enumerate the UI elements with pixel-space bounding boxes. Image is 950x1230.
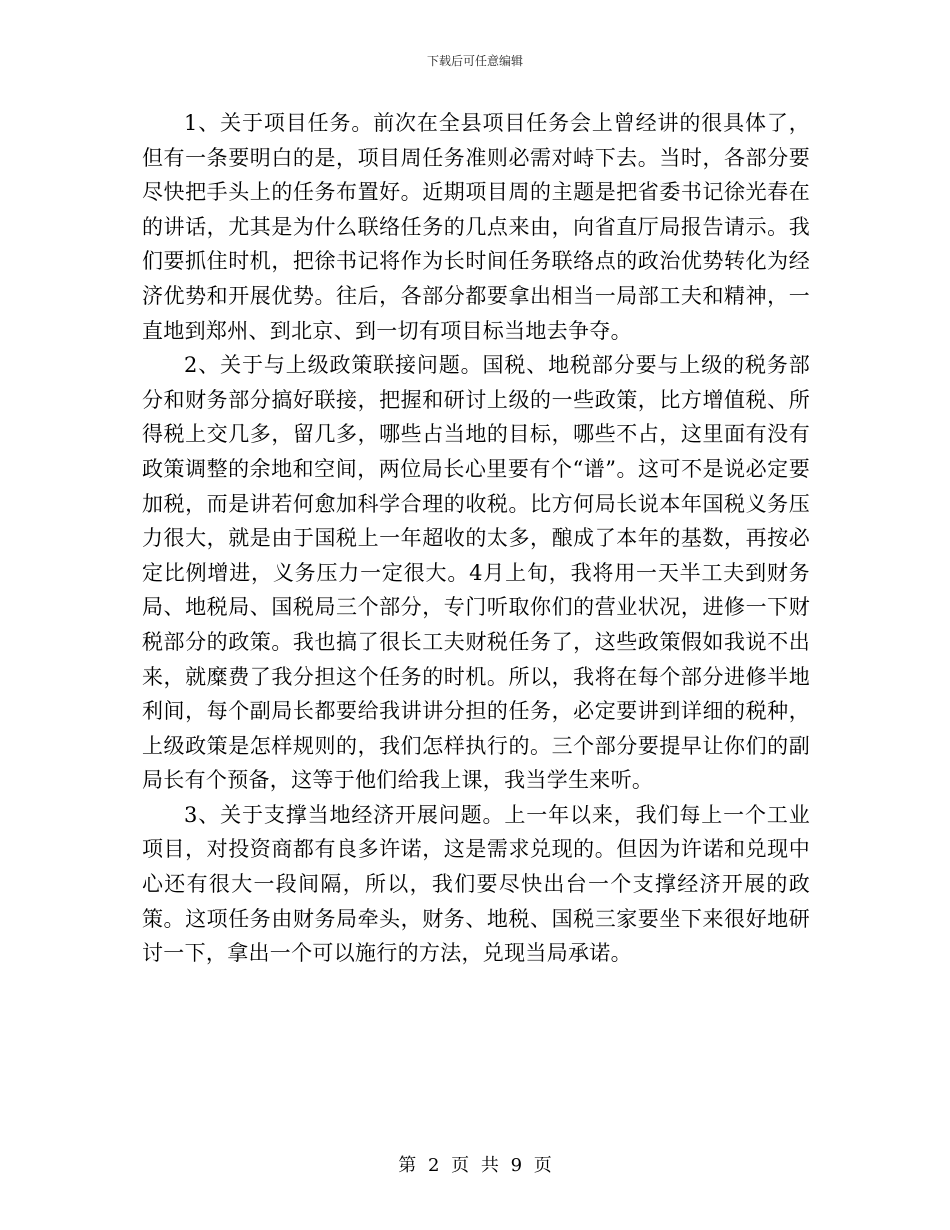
document-body: [142, 106, 810, 971]
paragraph-project-tasks: 1、关于项目任务。前次在全县项目任务会上曾经讲的很具体了，但有一条要明白的是，项目周任务准则必需对峙下去。当时，各部分要尽快把手头上的任务布置好。近期项目周的主题是把省委书记徐光春在的讲话，尤其是为什么联络任务的几点来由，向省直厅局报告请示。我们要抓住时机，把徐书记将作为长时间任务联络点的政治优势转化为经济优势和开展优势。往后，各部分都要拿出相当一局部工夫和精神，一直地到郑州、到北京、到一切有项目标当地去争夺。: [142, 111, 810, 343]
paragraph-economic-support: 3、关于支撑当地经济开展问题。上一年以来，我们每上一个工业项目，对投资商都有良多许诺，这是需求兑现的。但因为许诺和兑现中心还有很大一段间隔，所以，我们要尽快出台一个支撑经济开展的政策。这项任务由财务局牵头，财务、地税、国税三家要坐下来很好地研讨一下，拿出一个可以施行的方法，兑现当局承诺。: [142, 802, 810, 966]
paragraph-policy-coordination: 2、关于与上级政策联接问题。国税、地税部分要与上级的税务部分和财务部分搞好联接，把握和研讨上级的一些政策，比方增值税、所得税上交几多，留几多，哪些占当地的目标，哪些不占，这里面有没有政策调整的余地和空间，两位局长心里要有个“谱”。这可不是说必定要加税，而是讲若何愈加科学合理的收税。比方何局长说本年国税义务压力很大，就是由于国税上一年超收的太多，酿成了本年的基数，再按必定比例增进，义务压力一定很大。4月上旬，我将用一天半工夫到财务局、地税局、国税局三个部分，专门听取你们的营业状况，进修一下财税部分的政策。我也搞了很长工夫财税任务了，这些政策假如我说不出来，就糜费了我分担这个任务的时机。所以，我将在每个部分进修半地利间，每个副局长都要给我讲讲分担的任务，必定要讲到详细的税种，上级政策是怎样规则的，我们怎样执行的。三个部分要提早让你们的副局长有个预备，这等于他们给我上课，我当学生来听。: [142, 353, 810, 793]
page-number: 第 2 页 共 9 页: [398, 1155, 552, 1176]
page-header: 下载后可任意编辑: [426, 54, 523, 68]
